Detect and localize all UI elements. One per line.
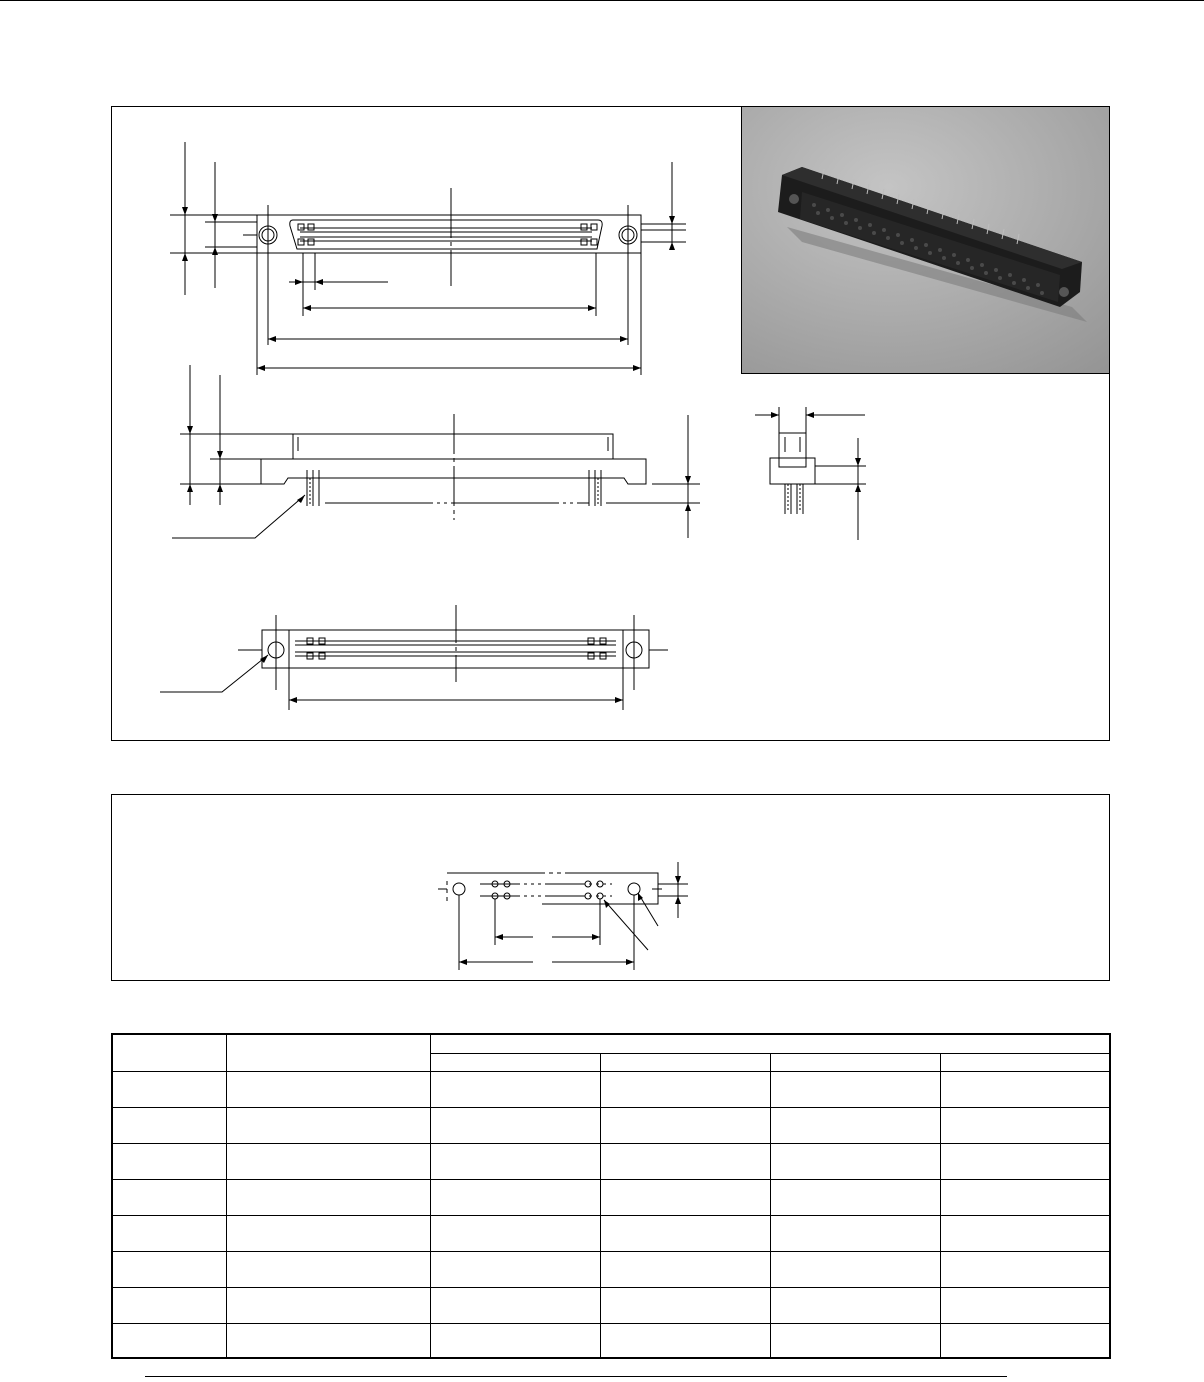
table-row — [112, 1287, 1110, 1323]
group-header — [430, 1034, 1110, 1053]
table-row — [112, 1143, 1110, 1179]
table-row — [112, 1251, 1110, 1287]
table-row — [112, 1107, 1110, 1143]
sub-header — [770, 1053, 940, 1071]
table-row — [112, 1071, 1110, 1107]
sub-header — [430, 1053, 600, 1071]
table-body — [112, 1071, 1110, 1358]
specification-table — [111, 1033, 1111, 1359]
table-row — [112, 1179, 1110, 1215]
sub-header — [940, 1053, 1110, 1071]
header-cell — [226, 1034, 430, 1071]
header-cell — [112, 1034, 226, 1071]
pcb-layout-frame — [111, 794, 1110, 981]
table-row — [112, 1323, 1110, 1358]
footer-rule — [145, 1376, 1007, 1377]
table-row — [112, 1215, 1110, 1251]
sub-header — [600, 1053, 770, 1071]
